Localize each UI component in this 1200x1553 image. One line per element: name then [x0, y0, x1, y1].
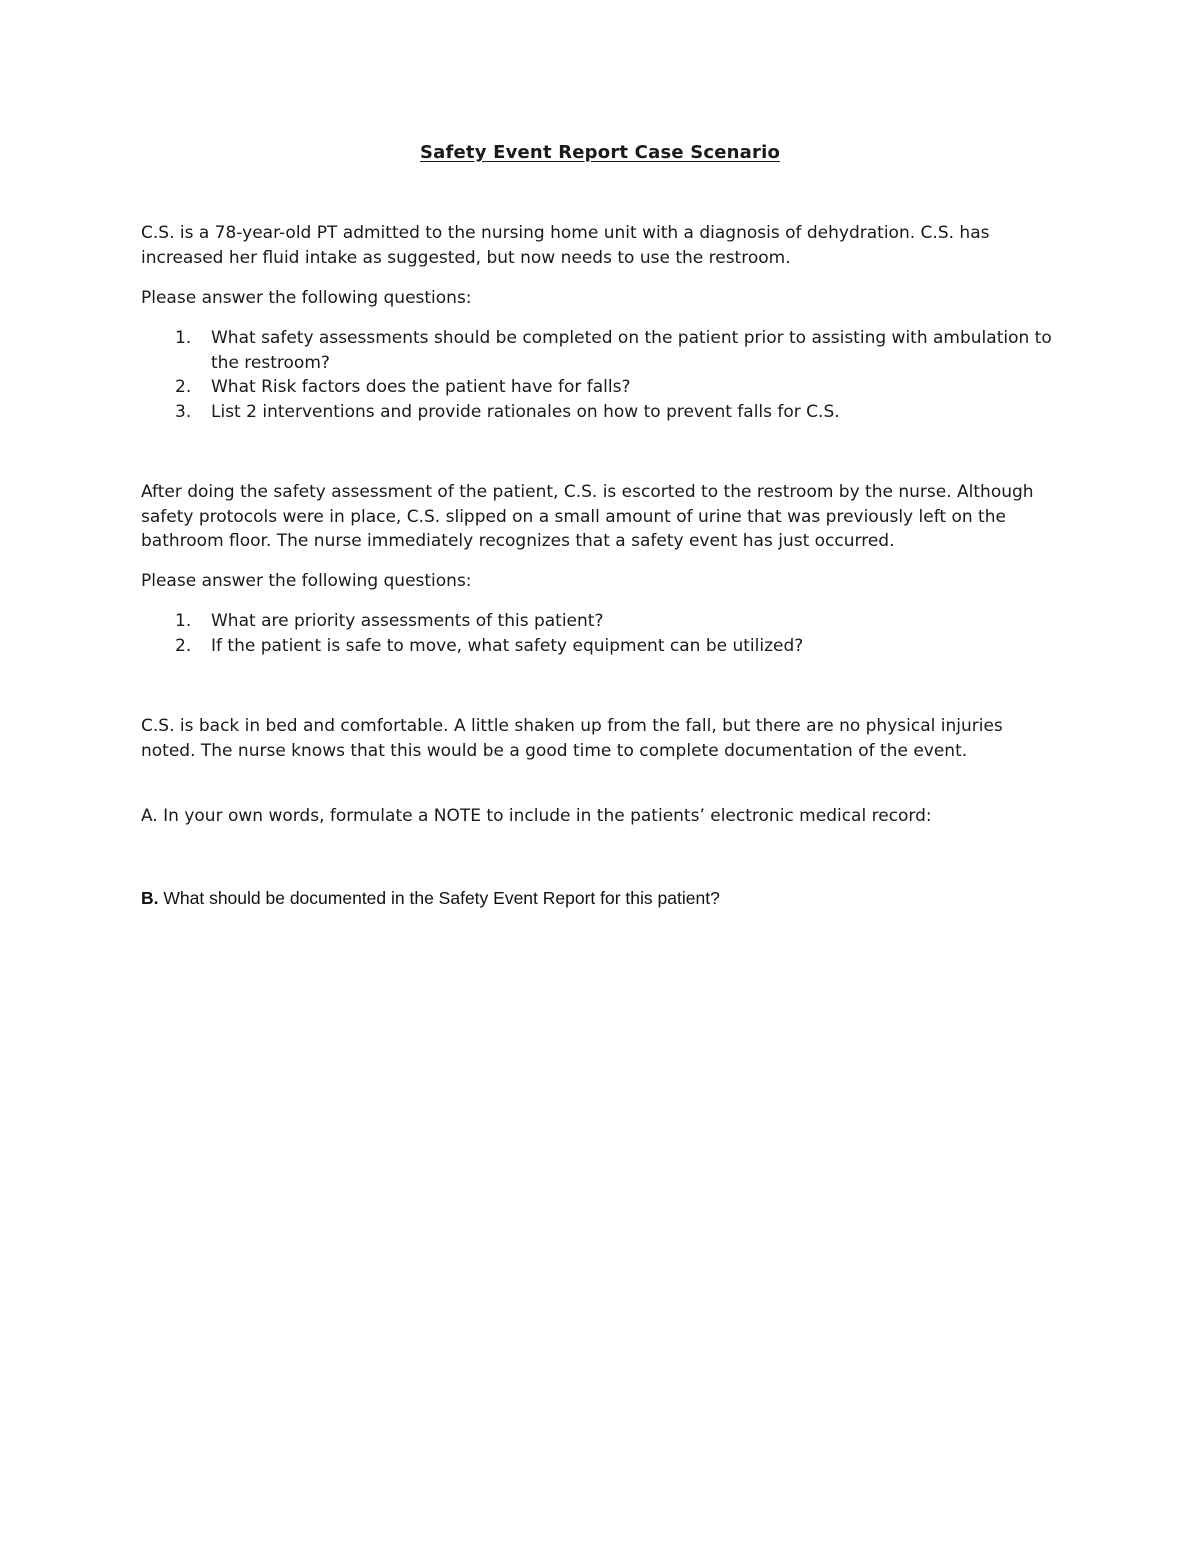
list-item	[141, 634, 1061, 659]
prompt-2-text: Please answer the following questions:	[141, 571, 472, 591]
prompt-1-text: Please answer the following questions:	[141, 288, 472, 308]
question-b-label: B.	[141, 888, 159, 908]
list-item-text: What safety assessments should be completed on the patient prior to assisting with ambulation to the restroom?	[211, 328, 1052, 373]
question-b	[141, 886, 1061, 910]
intro-text: C.S. is a 78-year-old PT admitted to the nursing home unit with a diagnosis of dehydration. C.S. has increased her fluid intake as suggested, but now needs to use the restroom.	[141, 223, 990, 268]
list-item-text: If the patient is safe to move, what safety equipment can be utilized?	[211, 635, 804, 656]
list-item	[141, 609, 1061, 634]
list-item	[141, 326, 1061, 375]
list-number: 1.	[175, 611, 192, 631]
question-list-2	[141, 609, 1061, 658]
question-b-text: What should be documented in the Safety Event Report for this patient?	[158, 888, 720, 908]
question-a	[141, 804, 1061, 829]
list-item	[141, 400, 1061, 425]
intro-paragraph	[141, 221, 1061, 270]
scenario-2-text: After doing the safety assessment of the patient, C.S. is escorted to the restroom by the nurse. Although safety protocols were in place, C.S. slipped on a small amount of urine that was previously left on the bathroom floor. The nurse immediately recognizes that a safety event has just occurred.	[141, 482, 1034, 551]
list-number: 2.	[175, 635, 192, 656]
prompt-2	[141, 569, 1061, 594]
question-a-text: A. In your own words, formulate a NOTE to include in the patients’ electronic medical record:	[141, 806, 932, 826]
list-number: 2.	[175, 377, 192, 397]
list-item-text: What Risk factors does the patient have for falls?	[211, 377, 631, 397]
list-item-text: What are priority assessments of this patient?	[211, 611, 604, 631]
prompt-1	[141, 286, 1061, 311]
scenario-3-text: C.S. is back in bed and comfortable. A little shaken up from the fall, but there are no physical injuries noted. The nurse knows that this would be a good time to complete documentation of the event.	[141, 716, 1003, 761]
scenario-3-paragraph	[141, 714, 1061, 763]
question-list-1	[141, 326, 1061, 424]
list-item	[141, 375, 1061, 400]
scenario-2-paragraph	[141, 480, 1061, 554]
list-item-text: List 2 interventions and provide rationales on how to prevent falls for C.S.	[211, 401, 840, 422]
document-title: Safety Event Report Case Scenario	[419, 142, 781, 163]
list-number: 3.	[175, 401, 192, 422]
list-number: 1.	[175, 328, 192, 348]
